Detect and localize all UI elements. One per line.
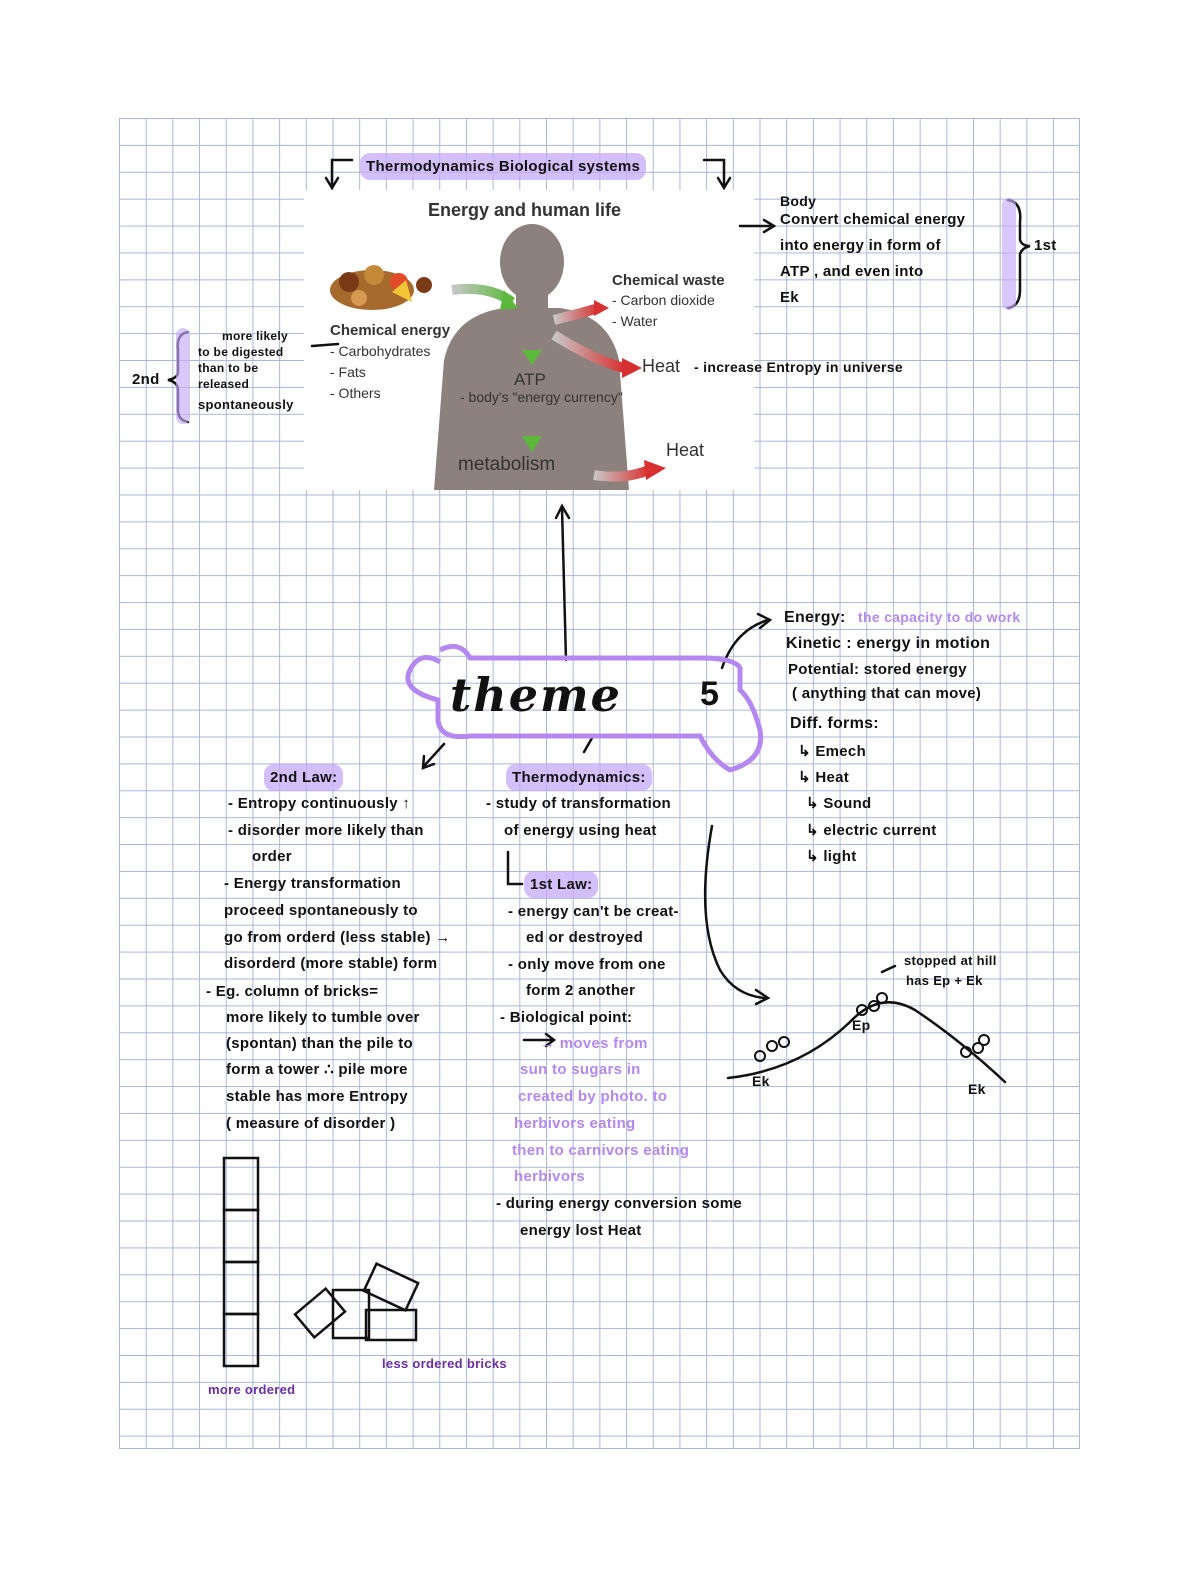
second-law-line: stable has more Entropy: [226, 1088, 408, 1105]
chem-energy-item: - Others: [330, 385, 381, 401]
energy-form: ↳ light: [806, 848, 857, 865]
second-law-line: - Energy transformation: [224, 875, 401, 892]
energy-form: ↳ Emech: [798, 743, 867, 760]
right-note-line: Convert chemical energy: [780, 211, 966, 228]
brace-label-1st: 1st: [1034, 237, 1057, 254]
right-note-line: Body: [780, 193, 817, 209]
second-law-line: - disorder more likely than: [228, 822, 424, 839]
hill-label-ep: Ep: [852, 1017, 871, 1033]
waste-item: - Water: [612, 313, 658, 329]
second-law-line: form a tower ∴ pile more: [226, 1061, 408, 1078]
hill-note: has Ep + Ek: [906, 973, 983, 988]
potential-sub: ( anything that can move): [792, 685, 982, 702]
left-note-line: to be digested: [198, 345, 284, 359]
heat-label: Heat: [642, 356, 681, 376]
heat-note: - increase Entropy in universe: [694, 359, 903, 375]
metabolism-label: metabolism: [458, 454, 556, 475]
energy-form: ↳ Heat: [798, 769, 850, 786]
bio-line: herbivors: [514, 1168, 586, 1185]
energy-definition: the capacity to do work: [858, 609, 1021, 625]
ordered-label: more ordered: [208, 1382, 296, 1397]
hill-label-ek-2: Ek: [968, 1081, 986, 1097]
unordered-label: less ordered bricks: [382, 1356, 507, 1371]
second-law-line: go from orderd (less stable) →: [224, 929, 451, 946]
second-law-title: 2nd Law:: [264, 764, 343, 791]
bio-line: created by photo. to: [518, 1088, 668, 1105]
heat-label-2: Heat: [666, 440, 705, 460]
bio-line: herbivors eating: [514, 1115, 636, 1132]
second-law-line: - Entropy continuously ↑: [228, 795, 411, 812]
heat-loss-line: - during energy conversion some: [496, 1195, 743, 1212]
second-law-line: - Eg. column of bricks=: [206, 983, 379, 1000]
atp-label: ATP: [514, 370, 546, 389]
theme-number: 5: [700, 675, 719, 713]
energy-form: ↳ electric current: [806, 822, 937, 839]
heat-loss-line: energy lost Heat: [520, 1222, 642, 1239]
atp-subtitle: - body's "energy currency": [460, 389, 623, 405]
first-law-line: form 2 another: [526, 982, 636, 999]
chem-energy-item: - Fats: [330, 364, 366, 380]
bio-line: → moves from: [540, 1035, 648, 1052]
bio-line: sun to sugars in: [520, 1061, 641, 1078]
right-note-line: Ek: [780, 289, 799, 306]
bio-line: then to carnivors eating: [512, 1142, 690, 1159]
left-note-line: spontaneously: [198, 397, 294, 412]
first-law-title: 1st Law:: [524, 871, 598, 898]
first-law-line: ed or destroyed: [526, 929, 644, 946]
left-note-line: more likely: [222, 329, 289, 343]
second-law-line: (spontan) than the pile to: [226, 1035, 413, 1052]
chem-energy-title: Chemical energy: [330, 322, 451, 339]
diff-forms: Diff. forms:: [790, 715, 879, 732]
second-law-line: more likely to tumble over: [226, 1009, 420, 1026]
right-note-line: into energy in form of: [780, 237, 941, 254]
first-law-line: - energy can't be creat-: [508, 903, 679, 920]
balls: [755, 993, 989, 1061]
kinetic-note: Kinetic : energy in motion: [786, 635, 991, 652]
waste-title: Chemical waste: [612, 272, 725, 289]
brace-label-2nd: 2nd: [132, 371, 160, 388]
theme-title: theme: [450, 668, 622, 722]
second-law-line: proceed spontaneously to: [224, 902, 418, 919]
page-title: Thermodynamics Biological systems: [360, 153, 646, 180]
first-law-line: - only move from one: [508, 956, 666, 973]
energy-label: Energy:: [784, 609, 846, 626]
thermo-line: of energy using heat: [504, 822, 657, 839]
thermo-line: - study of transformation: [486, 795, 672, 812]
chem-energy-item: - Carbohydrates: [330, 343, 431, 359]
right-note-line: ATP , and even into: [780, 263, 924, 280]
first-law-line: - Biological point:: [500, 1009, 633, 1026]
hill-label-ek: Ek: [752, 1073, 770, 1089]
hill-note: stopped at hill: [904, 953, 997, 968]
energy-form: ↳ Sound: [806, 795, 872, 812]
left-note-line: released: [198, 377, 250, 391]
second-law-line: ( measure of disorder ): [226, 1115, 396, 1132]
thermo-title: Thermodynamics:: [506, 764, 652, 791]
potential-note: Potential: stored energy: [788, 661, 967, 678]
figure-title: Energy and human life: [428, 200, 622, 220]
left-note-line: than to be: [198, 361, 259, 375]
second-law-line: order: [252, 848, 292, 865]
second-law-line: disorderd (more stable) form: [224, 955, 438, 972]
waste-item: - Carbon dioxide: [612, 292, 715, 308]
